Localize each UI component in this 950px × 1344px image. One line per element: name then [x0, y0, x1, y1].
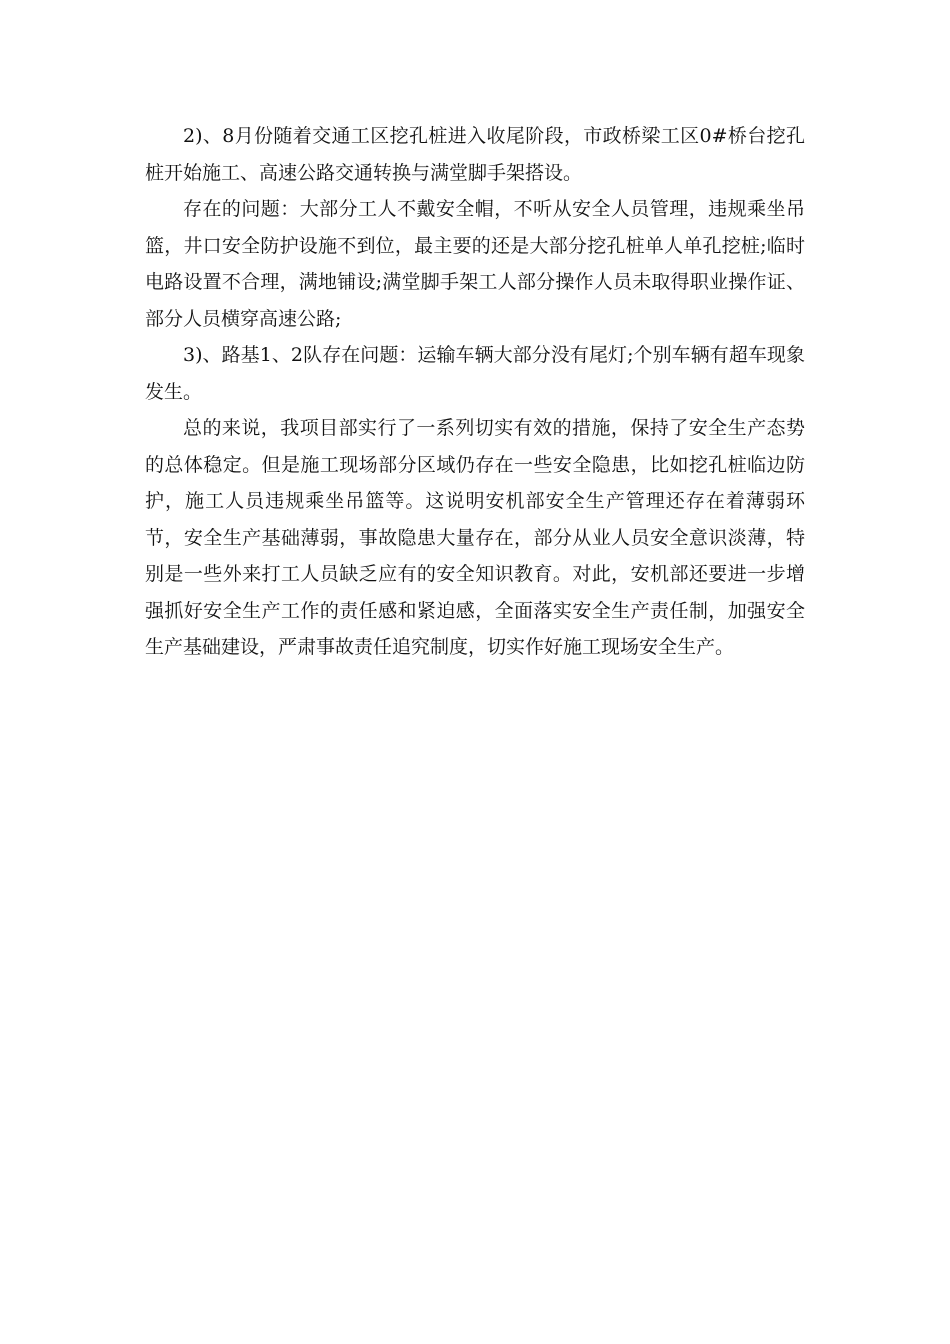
paragraph-roadbed-teams: 3)、路基1、2队存在问题：运输车辆大部分没有尾灯;个别车辆有超车现象发生。: [145, 344, 805, 403]
paragraph-summary: 总的来说，我项目部实行了一系列切实有效的措施，保持了安全生产态势的总体稳定。但是施工现场部分区域仍存在一些安全隐患，比如挖孔桩临边防护，施工人员违规乘坐吊篮等。这说明安机部安全生产管理还存在着薄弱环节，安全生产基础薄弱，事故隐患大量存在，部分从业人员安全意识淡薄，特别是一些外来打工人员缺乏应有的安全知识教育。对此，安机部还要进一步增强抓好安全生产工作的责任感和紧迫感，全面落实安全生产责任制，加强安全生产基础建设，严肃事故责任追究制度，切实作好施工现场安全生产。: [145, 417, 805, 658]
paragraph-progress-august: 2)、8月份随着交通工区挖孔桩进入收尾阶段，市政桥梁工区0#桥台挖孔桩开始施工、高速公路交通转换与满堂脚手架搭设。: [145, 125, 805, 184]
paragraph-existing-problems: 存在的问题：大部分工人不戴安全帽，不听从安全人员管理，违规乘坐吊篮，井口安全防护设施不到位，最主要的还是大部分挖孔桩单人单孔挖桩;临时电路设置不合理，满地铺设;满堂脚手架工人部分操作人员未取得职业操作证、部分人员横穿高速公路;: [145, 198, 805, 330]
document-body: [145, 118, 805, 666]
